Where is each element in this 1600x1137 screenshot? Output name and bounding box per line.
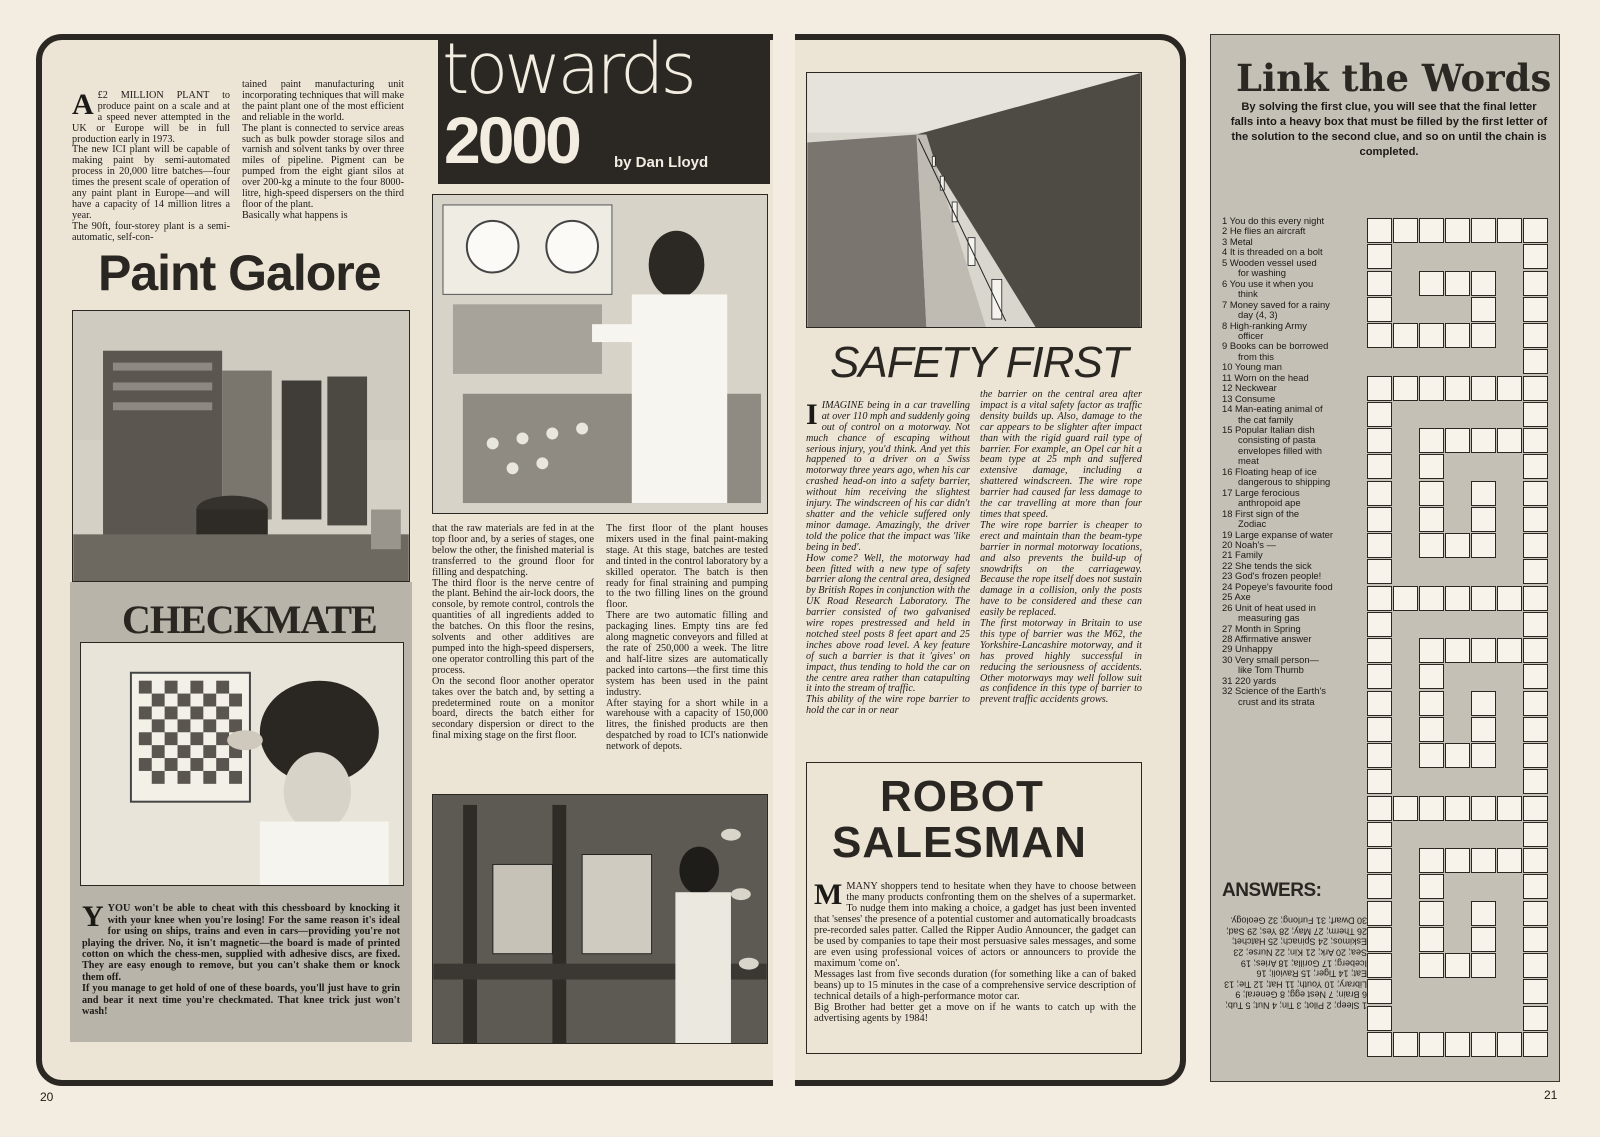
page-gutter bbox=[773, 34, 795, 1086]
grid-cell[interactable] bbox=[1367, 218, 1392, 243]
clue-line: 26 Unit of heat used in bbox=[1222, 601, 1316, 613]
grid-cell[interactable] bbox=[1445, 953, 1470, 978]
grid-cell[interactable] bbox=[1419, 638, 1444, 663]
clue-line: 15 Popular Italian dish bbox=[1222, 424, 1315, 435]
clue-line: for washing bbox=[1238, 267, 1286, 279]
grid-cell[interactable] bbox=[1471, 481, 1496, 506]
grid-cell[interactable] bbox=[1497, 376, 1522, 401]
checkmate-title: CHECKMATE bbox=[122, 597, 377, 642]
clue-line: 27 Month in Spring bbox=[1222, 622, 1301, 634]
grid-cell[interactable] bbox=[1497, 428, 1522, 453]
grid-cell[interactable] bbox=[1367, 1006, 1392, 1031]
grid-cell[interactable] bbox=[1523, 769, 1548, 794]
grid-cell[interactable] bbox=[1471, 218, 1496, 243]
grid-cell[interactable] bbox=[1419, 874, 1444, 899]
grid-cell[interactable] bbox=[1367, 638, 1392, 663]
grid-cell[interactable] bbox=[1419, 481, 1444, 506]
grid-cell[interactable] bbox=[1523, 349, 1548, 374]
clue-line: 13 Consume bbox=[1222, 392, 1276, 404]
clue-line: 1 You do this every night bbox=[1222, 215, 1325, 226]
clue-line: 8 High-ranking Army bbox=[1222, 319, 1307, 331]
clue-line: 12 Neckwear bbox=[1222, 382, 1277, 394]
clue-line: measuring gas bbox=[1238, 612, 1300, 624]
chessboard-photo bbox=[80, 642, 404, 886]
grid-cell[interactable] bbox=[1523, 796, 1548, 821]
clue-line: 31 220 yards bbox=[1222, 674, 1277, 686]
grid-cell[interactable] bbox=[1523, 323, 1548, 348]
grid-cell[interactable] bbox=[1367, 402, 1392, 427]
clue-line: consisting of pasta bbox=[1238, 434, 1316, 446]
grid-cell[interactable] bbox=[1471, 1032, 1496, 1057]
grid-cell[interactable] bbox=[1523, 586, 1548, 611]
grid-cell[interactable] bbox=[1367, 507, 1392, 532]
clue-line: 30 Very small person— bbox=[1222, 653, 1319, 665]
grid-cell[interactable] bbox=[1523, 717, 1548, 742]
clue-line: crust and its strata bbox=[1238, 695, 1315, 707]
clue-line: 6 You use it when you bbox=[1222, 277, 1314, 289]
grid-cell[interactable] bbox=[1523, 297, 1548, 322]
clue-line: 11 Worn on the head bbox=[1222, 371, 1309, 383]
grid-cell[interactable] bbox=[1419, 323, 1444, 348]
grid-cell[interactable] bbox=[1419, 507, 1444, 532]
grid-cell[interactable] bbox=[1445, 271, 1470, 296]
clue-line: Zodiac bbox=[1238, 518, 1267, 530]
clue-line: 16 Floating heap of ice bbox=[1222, 465, 1317, 477]
grid-cell[interactable] bbox=[1471, 297, 1496, 322]
grid-cell[interactable] bbox=[1367, 848, 1392, 873]
grid-cell[interactable] bbox=[1471, 717, 1496, 742]
grid-cell[interactable] bbox=[1393, 323, 1418, 348]
safety-first-title: SAFETY FIRST bbox=[830, 338, 1128, 387]
clue-line: 32 Science of the Earth's bbox=[1222, 685, 1326, 697]
grid-cell[interactable] bbox=[1367, 454, 1392, 479]
clue-line: 29 Unhappy bbox=[1222, 643, 1273, 655]
byline: by Dan Lloyd bbox=[614, 154, 709, 171]
grid-cell[interactable] bbox=[1393, 796, 1418, 821]
clue-line: 28 Affirmative answer bbox=[1222, 633, 1312, 644]
grid-cell[interactable] bbox=[1471, 848, 1496, 873]
grid-cell[interactable] bbox=[1471, 323, 1496, 348]
grid-cell[interactable] bbox=[1471, 507, 1496, 532]
towards-2000-header bbox=[438, 28, 770, 184]
grid-cell[interactable] bbox=[1523, 1006, 1548, 1031]
grid-cell[interactable] bbox=[1419, 428, 1444, 453]
grid-cell[interactable] bbox=[1497, 218, 1522, 243]
grid-cell[interactable] bbox=[1471, 953, 1496, 978]
paint-col-4: The first floor of the plant houses mixers used in the final paint-making stage. At this stage, batches are tested and tinted in the control laboratory by a skilled operator. The batch is then ready for final straining and pumping to the two filling lines on the ground floor. There are two automatic filling and packaging lines. Empty tins are fed along magnetic conveyors and filled at the rate of 250,000 a week. The litre and half-litre sizes are automatically packed into cartons—the first time this system has been used in the paint industry. After staying for a short while in a warehouse with a capacity of 150,000 litres, the finished products are then despatched by road to ICI's nationwide network of depots. bbox=[606, 524, 768, 753]
clue-line: envelopes filled with bbox=[1238, 444, 1322, 456]
clue-line: the cat family bbox=[1238, 413, 1294, 425]
grid-cell[interactable] bbox=[1367, 612, 1392, 637]
grid-cell[interactable] bbox=[1419, 848, 1444, 873]
grid-cell[interactable] bbox=[1523, 638, 1548, 663]
puzzle-title: Link the Words bbox=[1236, 56, 1552, 100]
clue-line: 19 Large expanse of water bbox=[1222, 528, 1334, 540]
grid-cell[interactable] bbox=[1523, 402, 1548, 427]
grid-cell[interactable] bbox=[1445, 796, 1470, 821]
towards-word: towards bbox=[442, 28, 693, 110]
grid-cell[interactable] bbox=[1367, 376, 1392, 401]
paint-col-2: tained paint manufacturing unit incorporating techniques that will make the paint plant one of the most efficient and reliable in the world. The plant is connected to service areas such as bulk powder storage silos and varnish and solvent tanks by over three miles of pipeline. Pigment can be pumped from the eight giant silos at over 200-kg a minute to the four 8000-litre, high-speed dispersers on the third floor of the plant. Basically what happens is bbox=[242, 80, 404, 221]
grid-cell[interactable] bbox=[1497, 1032, 1522, 1057]
clue-line: 24 Popeye's favourite food bbox=[1222, 580, 1333, 592]
grid-cell[interactable] bbox=[1523, 244, 1548, 269]
clue-line: from this bbox=[1238, 350, 1274, 362]
clue-line: 14 Man-eating animal of bbox=[1222, 403, 1323, 415]
grid-cell[interactable] bbox=[1523, 533, 1548, 558]
grid-cell[interactable] bbox=[1497, 638, 1522, 663]
grid-cell[interactable] bbox=[1445, 218, 1470, 243]
clue-line: day (4, 3) bbox=[1238, 309, 1278, 321]
grid-cell[interactable] bbox=[1523, 664, 1548, 689]
clue-line: 3 Metal bbox=[1222, 235, 1253, 247]
year-2000: 2000 bbox=[444, 103, 579, 177]
grid-cell[interactable] bbox=[1367, 323, 1392, 348]
clue-line: 7 Money saved for a rainy bbox=[1222, 298, 1330, 310]
grid-cell[interactable] bbox=[1367, 691, 1392, 716]
clue-line: dangerous to shipping bbox=[1238, 476, 1331, 488]
grid-cell[interactable] bbox=[1367, 559, 1392, 584]
grid-cell[interactable] bbox=[1497, 848, 1522, 873]
clue-line: 9 Books can be borrowed bbox=[1222, 340, 1329, 352]
grid-cell[interactable] bbox=[1367, 979, 1392, 1004]
grid-cell[interactable] bbox=[1419, 691, 1444, 716]
grid-cell[interactable] bbox=[1471, 638, 1496, 663]
grid-cell[interactable] bbox=[1367, 901, 1392, 926]
clue-line: officer bbox=[1238, 329, 1264, 341]
grid-cell[interactable] bbox=[1419, 717, 1444, 742]
robot-text: MMANY shoppers tend to hesitate when they have to choose between the many products confronting them on the shelves of a supermarket. To nudge them into making a choice, a gadget has just been invented that 'senses' the presence of a potential customer and automatically broadcasts pre-recorded sales patter. Called the Ripper Audio Announcer, the gadget can be used by companies to tape their most persuasive sales messages, and some are even using professional voices of actors or announcers to provide the maximum 'come on'. Messages last from five seconds duration (for something like a can of baked beans) up to 15 minutes in the case of a comprehensive service description of technical details of a high-performance motor car. Big Brother had better get a move on if he wants to catch up with the advertising agents by 1984! bbox=[814, 878, 1136, 1024]
grid-cell[interactable] bbox=[1419, 1032, 1444, 1057]
safety-col-2: the barrier on the central area after impact is a vital safety factor as traffic density builds up. Also, damage to the car appears to be slighter after impact than with the rigid guard rail type of barrier. For example, an Opel car hit a beam type at 25 mph and suffered extensive damage, including a shattered windscreen. The wire rope barrier had caused far less damage to the car travelling at more than four times that speed. The wire rope barrier is cheaper to erect and maintain than the beam-type barrier in normal motorway locations, and also prevents the build-up of snowdrifts on the carriageway. Because the rope itself does not sustain damage in a collision, only the posts have to be considered and these can easily be replaced. The first motorway in Britain to use this type of barrier was the M62, the Yorkshire-Lancashire motorway, and it has proved highly successful in reducing the seriousness of accidents. Other motorways may well follow suit as confidence in this type of barrier to prevent traffic accidents grows. bbox=[980, 390, 1142, 706]
clue-line: like Tom Thumb bbox=[1238, 664, 1304, 676]
salesman-title: SALESMAN bbox=[832, 818, 1087, 867]
grid-cell[interactable] bbox=[1523, 691, 1548, 716]
clue-line: 5 Wooden vessel used bbox=[1222, 256, 1317, 268]
grid-cell[interactable] bbox=[1393, 376, 1418, 401]
grid-cell[interactable] bbox=[1367, 244, 1392, 269]
grid-cell[interactable] bbox=[1367, 874, 1392, 899]
grid-cell[interactable] bbox=[1419, 796, 1444, 821]
grid-cell[interactable] bbox=[1367, 953, 1392, 978]
page-number-right: 21 bbox=[1544, 1088, 1558, 1102]
grid-cell[interactable] bbox=[1445, 428, 1470, 453]
clue-line: 20 Noah's — bbox=[1222, 538, 1276, 550]
grid-cell[interactable] bbox=[1367, 481, 1392, 506]
grid-cell[interactable] bbox=[1419, 271, 1444, 296]
grid-cell[interactable] bbox=[1445, 586, 1470, 611]
clue-line: think bbox=[1238, 288, 1258, 300]
paint-col-1: A £2 MILLION PLANT to produce paint on a scale and at a speed never attempted in the UK or Europe will be in full production early in 1973. The new ICI plant will be capable of making paint by semi-automated process in 20,000 litre batches—four times the present scale of operation of any paint plant in Europe—and will have a capacity of 14 million litres a year. The 90ft, four-storey plant is a semi-automatic, self-con- bbox=[72, 87, 230, 243]
grid-cell[interactable] bbox=[1367, 796, 1392, 821]
checkmate-text: YYOU won't be able to cheat with this chessboard by knocking it with your knee when you're losing! For the same reason it's ideal for using on ships, trains and even in cars—providing you're not playing the driver. No, it isn't magnetic—the board is made of printed cotton on which the chess-men, supplied with adhesive discs, are fixed. They are easy enough to remove, but you can't shake them or knock them off. If you manage to get hold of one of these boards, you'll just have to grin and bear it next time you're checkmated. That knee trick just won't wash! bbox=[82, 900, 400, 1018]
drop-cap-a: A bbox=[72, 87, 94, 121]
grid-cell[interactable] bbox=[1471, 796, 1496, 821]
robot-title: ROBOT bbox=[880, 772, 1044, 821]
grid-cell[interactable] bbox=[1367, 717, 1392, 742]
grid-cell[interactable] bbox=[1523, 454, 1548, 479]
clue-line: anthropoid ape bbox=[1238, 497, 1301, 509]
grid-cell[interactable] bbox=[1367, 586, 1392, 611]
grid-cell[interactable] bbox=[1367, 822, 1392, 847]
grid-cell[interactable] bbox=[1523, 822, 1548, 847]
clue-line: 2 He flies an aircraft bbox=[1222, 225, 1306, 237]
grid-cell[interactable] bbox=[1419, 927, 1444, 952]
grid-cell[interactable] bbox=[1419, 664, 1444, 689]
grid-cell[interactable] bbox=[1367, 743, 1392, 768]
grid-cell[interactable] bbox=[1393, 586, 1418, 611]
grid-cell[interactable] bbox=[1471, 376, 1496, 401]
clue-line: 22 She tends the sick bbox=[1222, 559, 1312, 571]
grid-cell[interactable] bbox=[1445, 638, 1470, 663]
grid-cell[interactable] bbox=[1445, 743, 1470, 768]
puzzle-intro: By solving the first clue, you will see that the final letter falls into a heavy box that must be filled by the first letter of the solution to the second clue, and so on until the chain is completed. bbox=[1230, 101, 1548, 158]
clue-line: meat bbox=[1238, 455, 1259, 467]
grid-cell[interactable] bbox=[1523, 218, 1548, 243]
clue-line: 18 First sign of the bbox=[1222, 507, 1300, 519]
clue-line: 21 Family bbox=[1222, 549, 1263, 561]
grid-cell[interactable] bbox=[1445, 533, 1470, 558]
grid-cell[interactable] bbox=[1367, 271, 1392, 296]
grid-cell[interactable] bbox=[1523, 428, 1548, 453]
grid-cell[interactable] bbox=[1393, 218, 1418, 243]
grid-cell[interactable] bbox=[1523, 559, 1548, 584]
grid-cell[interactable] bbox=[1523, 376, 1548, 401]
grid-cell[interactable] bbox=[1445, 1032, 1470, 1057]
answers-text: 1 Sleep; 2 Pilot; 3 Tin; 4 Nut; 5 Tub; 6 Brain; 7 Nest egg; 8 General; 9 Library; 10 Youth; 11 Hat; 12 Tie; 13 Eat; 14 Tiger; 15 Ravioli; 16 Iceberg; 17 Gorilla; 18 Aries; 19 Sea; 20 Ark; 21 Kin; 22 Nurse; 23 Eskimos; 24 Spinach; 25 Hatchet; 26 Therm; 27 May; 28 Yes; 29 Sad; 30 Dwarf; 31 Furlong; 32 Geology. bbox=[1224, 915, 1367, 1011]
grid-cell[interactable] bbox=[1471, 691, 1496, 716]
grid-cell[interactable] bbox=[1523, 953, 1548, 978]
grid-cell[interactable] bbox=[1471, 901, 1496, 926]
paint-col-3: that the raw materials are fed in at the top floor and, by a series of stages, one below the other, the finished material is transferred to the ground floor for filling and despatching. The third floor is the nerve centre of the plant. Behind the air-lock doors, the console, by remote control, controls the quantities of all ingredients added to the batches. On this floor the resins, solvents and other additives are pumped into the high-speed dispersers, one operator controlling this part of the process. On the second floor another operator takes over the batch and, by setting a predetermined route on a monitor board, directs the batch either for secondary dispersion or direct to the final mixing stage on the first floor. bbox=[432, 524, 594, 742]
grid-cell[interactable] bbox=[1523, 612, 1548, 637]
paint-galore-title: Paint Galore bbox=[98, 245, 381, 301]
grid-cell[interactable] bbox=[1523, 481, 1548, 506]
grid-cell[interactable] bbox=[1419, 953, 1444, 978]
grid-cell[interactable] bbox=[1367, 927, 1392, 952]
grid-cell[interactable] bbox=[1367, 533, 1392, 558]
filling-plant-photo bbox=[432, 794, 768, 1044]
grid-cell[interactable] bbox=[1523, 507, 1548, 532]
drop-cap-y: Y bbox=[82, 900, 104, 934]
grid-cell[interactable] bbox=[1393, 1032, 1418, 1057]
grid-cell[interactable] bbox=[1523, 1032, 1548, 1057]
control-room-photo bbox=[432, 194, 768, 514]
grid-cell[interactable] bbox=[1471, 927, 1496, 952]
grid-cell[interactable] bbox=[1471, 428, 1496, 453]
page-number-left: 20 bbox=[40, 1090, 54, 1104]
grid-cell[interactable] bbox=[1367, 297, 1392, 322]
grid-cell[interactable] bbox=[1523, 979, 1548, 1004]
grid-cell[interactable] bbox=[1419, 901, 1444, 926]
answers-title: ANSWERS: bbox=[1222, 880, 1322, 901]
grid-cell[interactable] bbox=[1419, 376, 1444, 401]
clue-line: 23 God's frozen people! bbox=[1222, 570, 1322, 582]
grid-cell[interactable] bbox=[1419, 743, 1444, 768]
clue-line: 10 Young man bbox=[1222, 361, 1282, 373]
grid-cell[interactable] bbox=[1445, 323, 1470, 348]
grid-cell[interactable] bbox=[1367, 428, 1392, 453]
safety-col-1: IIMAGINE being in a car travelling at over 110 mph and suddenly going out of control on a motorway. Not much chance of escaping without serious injury, you'd think. And yet this happened to a driver on a Swiss motorway three years ago, when his car crashed head-on into a safety barrier, without him receiving the slightest injury. The windscreen of his car didn't shatter and the vehicle suffered only minor damage. Amazingly, the driver told the police that the impact was 'like being in bed'. How come? Well, the motorway had been fitted with a new type of safety barrier along the central area, designed by British Ropes in conjunction with the UK Road Research Laboratory. The barrier consisted of two galvanised wire ropes prestressed and held in notched steel posts 8 feet apart and 25 inches above road level. A key feature of such a barrier is that it 'gives' on impact, thus tending to hold the car on the centre area rather than catapulting it into the stream of traffic. This ability of the wire rope barrier to hold the car in or near bbox=[806, 397, 970, 717]
motorway-photo bbox=[806, 72, 1142, 328]
grid-cell[interactable] bbox=[1523, 927, 1548, 952]
grid-cell[interactable] bbox=[1523, 848, 1548, 873]
grid-cell[interactable] bbox=[1523, 271, 1548, 296]
grid-cell[interactable] bbox=[1471, 271, 1496, 296]
grid-cell[interactable] bbox=[1497, 586, 1522, 611]
grid-cell[interactable] bbox=[1523, 743, 1548, 768]
grid-cell[interactable] bbox=[1367, 664, 1392, 689]
grid-cell[interactable] bbox=[1471, 533, 1496, 558]
grid-cell[interactable] bbox=[1471, 586, 1496, 611]
grid-cell[interactable] bbox=[1367, 769, 1392, 794]
clue-line: 4 It is threaded on a bolt bbox=[1222, 246, 1323, 258]
grid-cell[interactable] bbox=[1497, 796, 1522, 821]
drop-cap-m: M bbox=[814, 878, 843, 911]
grid-cell[interactable] bbox=[1419, 586, 1444, 611]
grid-cell[interactable] bbox=[1445, 376, 1470, 401]
factory-photo bbox=[72, 310, 410, 582]
clue-line: 25 Axe bbox=[1222, 591, 1251, 603]
grid-cell[interactable] bbox=[1367, 1032, 1392, 1057]
grid-cell[interactable] bbox=[1419, 218, 1444, 243]
drop-cap-i: I bbox=[806, 397, 818, 431]
grid-cell[interactable] bbox=[1419, 454, 1444, 479]
grid-cell[interactable] bbox=[1419, 533, 1444, 558]
clue-line: 17 Large ferocious bbox=[1222, 486, 1300, 498]
grid-cell[interactable] bbox=[1445, 848, 1470, 873]
grid-cell[interactable] bbox=[1471, 743, 1496, 768]
grid-cell[interactable] bbox=[1523, 874, 1548, 899]
grid-cell[interactable] bbox=[1523, 901, 1548, 926]
